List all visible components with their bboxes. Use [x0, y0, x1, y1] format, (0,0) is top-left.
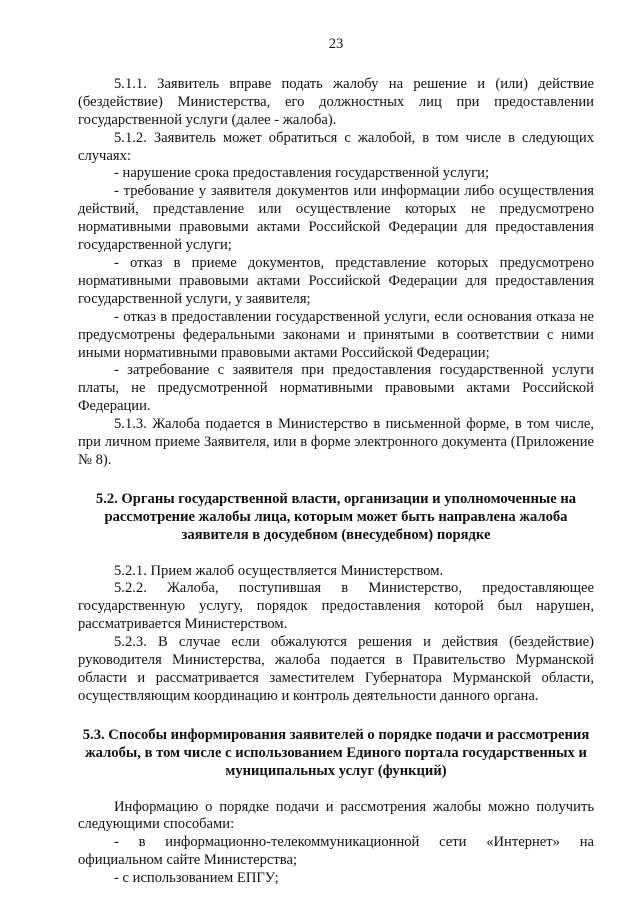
section-heading-5-3: 5.3. Способы информирования заявителей о порядке подачи и рассмотрения жалобы, в том числе с использованием Единого портала государственных и муниципальных услуг (функций): [82, 726, 590, 779]
list-item: - отказ в предоставлении государственной услуги, если основания отказа не предусмотрены федеральными законами и принятыми в соответствии с ними иными нормативными правовыми актами Российской Федерации;: [78, 308, 594, 361]
paragraph-5-1-2: 5.1.2. Заявитель может обратиться с жалобой, в том числе в следующих случаях:: [78, 129, 594, 164]
paragraph-5-2-3: 5.2.3. В случае если обжалуются решения и действия (бездействие) руководителя Министерства, жалоба подается в Правительство Мурманской области и рассматривается заместителем Губернатора Мурманской области, осуществляющим координацию и контроль деятельности данного органа.: [78, 634, 594, 704]
paragraph-5-1-3: 5.1.3. Жалоба подается в Министерство в письменной форме, в том числе, при личном приеме Заявителя, или в форме электронного документа (Приложение № 8).: [78, 416, 594, 468]
paragraph-5-1-1: 5.1.1. Заявитель вправе подать жалобу на решение и (или) действие (бездействие) Министерства, его должностных лиц при предоставлении государственной услуги (далее - жалоба).: [78, 75, 594, 128]
list-item: - с использованием ЕПГУ;: [114, 870, 279, 887]
paragraph-5-2-2: 5.2.2. Жалоба, поступившая в Министерство, предоставляющее государственную услугу, порядок предоставления которой был нарушен, рассматривается Министерством.: [78, 580, 594, 633]
list-item: - отказ в приеме документов, представление которых предусмотрено нормативными правовыми актами Российской Федерации для предоставления государственной услуги, у заявителя;: [78, 254, 594, 307]
list-item: - нарушение срока предоставления государственной услуги;: [114, 165, 490, 182]
list-item: - требование у заявителя документов или информации либо осуществления действий, представление или осуществление которых не предусмотрено нормативными правовыми актами Российской Федерации для предоставления государственной услуги;: [78, 183, 594, 254]
page-number: 23: [328, 36, 344, 52]
paragraph-5-3-intro: Информацию о порядке подачи и рассмотрения жалобы можно получить следующими способами:: [78, 798, 594, 833]
paragraph-5-2-1: 5.2.1. Прием жалоб осуществляется Министерством.: [114, 562, 444, 579]
section-heading-5-2: 5.2. Органы государственной власти, организации и уполномоченные на рассмотрение жалобы лица, которым может быть направлена жалоба заявителя в досудебном (внесудебном) порядке: [95, 490, 577, 543]
list-item: - в информационно-телекоммуникационной сети «Интернет» на официальном сайте Министерства;: [78, 834, 594, 869]
document-page: [78, 36, 594, 888]
list-item: - затребование с заявителя при предоставления государственной услуги платы, не предусмотренной нормативными правовыми актами Российской Федерации.: [78, 362, 594, 415]
